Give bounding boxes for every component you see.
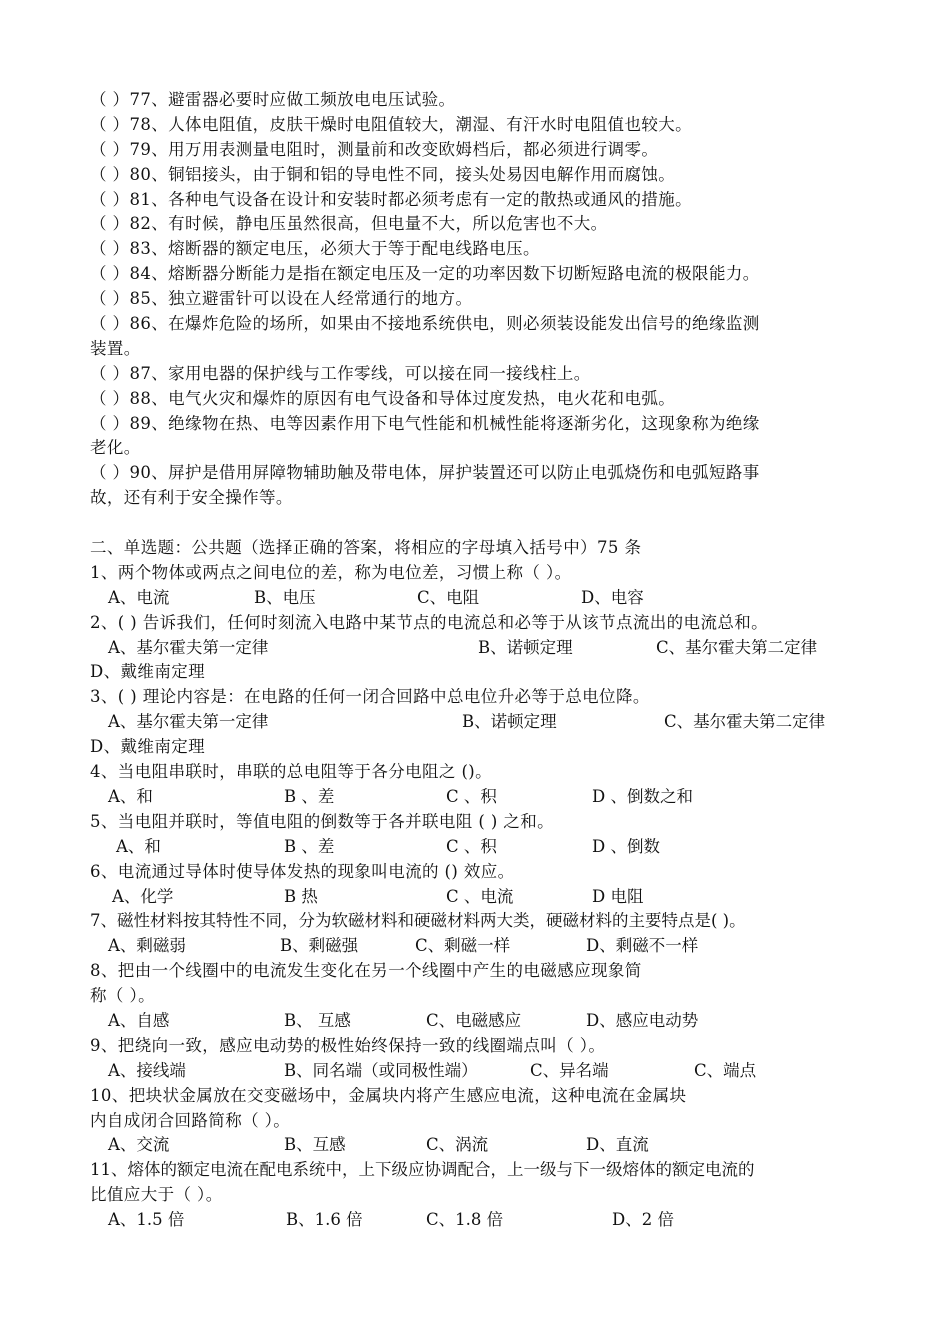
tf-question-85: （ ）85、独立避雷针可以设在人经常通行的地方。	[90, 289, 473, 309]
tf-question-89: （ ）89、绝缘物在热、电等因素作用下电气性能和机械性能将逐渐劣化，这现象称为绝缘	[90, 413, 760, 433]
option-b: B 热	[284, 886, 318, 906]
option-c: C、基尔霍夫第二定律	[664, 712, 826, 732]
option-c: C、电阻	[417, 587, 480, 607]
mc-options-2	[90, 636, 870, 661]
option-a: A、剩磁弱	[108, 936, 186, 956]
option-b: B、 互感	[284, 1010, 351, 1030]
option-d: D、2 倍	[612, 1210, 674, 1230]
mc-options-7	[90, 934, 870, 959]
tf-question-77: （ ）77、避雷器必要时应做工频放电电压试验。	[90, 90, 456, 109]
option-d: D、直流	[586, 1135, 649, 1155]
option-d: D 电阻	[592, 886, 644, 906]
option-d: D、剩磁不一样	[586, 936, 699, 956]
tf-question-82: （ ）82、有时候，静电压虽然很高，但电量不大，所以危害也不大。	[90, 214, 608, 234]
mc-options-9	[90, 1059, 870, 1084]
option-d: D 、倒数之和	[592, 786, 693, 806]
option-c: C 、积	[446, 786, 497, 806]
mc-question-4: 4、当电阻串联时，串联的总电阻等于各分电阻之 ()。	[90, 762, 493, 782]
option-b: B 、差	[284, 786, 335, 806]
mc-options-5	[90, 835, 870, 860]
option-a: A、交流	[108, 1135, 170, 1155]
tf-question-78: （ ）78、人体电阻值，皮肤干燥时电阻值较大，潮湿、有汗水时电阻值也较大。	[90, 114, 693, 134]
tf-question-81: （ ）81、各种电气设备在设计和安装时都必须考虑有一定的散热或通风的措施。	[90, 189, 693, 209]
option-d: D、电容	[581, 587, 644, 607]
mc-question-11: 11、熔体的额定电流在配电系统中，上下级应协调配合，上一级与下一级熔体的额定电流的	[90, 1160, 755, 1180]
option-b: B、互感	[284, 1135, 346, 1155]
option-b: B、同名端（或同极性端）	[284, 1060, 478, 1080]
option-c: C、1.8 倍	[426, 1210, 504, 1230]
tf-question-86: （ ）86、在爆炸危险的场所，如果由不接地系统供电，则必须装设能发出信号的绝缘监测	[90, 314, 760, 334]
mc-question-8: 8、把由一个线圈中的电流发生变化在另一个线圈中产生的电磁感应现象简	[90, 961, 642, 981]
option-a: A、接线端	[108, 1060, 186, 1080]
option-c: C、异名端	[530, 1060, 609, 1080]
tf-question-90-cont: 故，还有利于安全操作等。	[90, 488, 293, 508]
mc-options-1	[90, 586, 870, 611]
option-b: B、诺顿定理	[462, 712, 557, 732]
option-b: B 、差	[284, 836, 335, 856]
mc-question-3: 3、( ) 理论内容是：在电路的任何一闭合回路中总电位升必等于总电位降。	[90, 687, 650, 707]
document-page	[90, 88, 870, 1233]
tf-question-87: （ ）87、家用电器的保护线与工作零线，可以接在同一接线柱上。	[90, 363, 591, 383]
mc-question-10: 10、把块状金属放在交变磁场中，金属块内将产生感应电流，这种电流在金属块	[90, 1085, 687, 1105]
option-b: B、剩磁强	[280, 936, 359, 956]
mc-options-4	[90, 785, 870, 810]
option-a: A、和	[108, 786, 153, 806]
option-b: B、1.6 倍	[286, 1210, 363, 1230]
option-b: B、诺顿定理	[478, 637, 573, 657]
mc-question-10-cont: 内自成闭合回路简称（ ）。	[90, 1110, 291, 1130]
spacer	[90, 511, 870, 536]
mc-options-11	[90, 1208, 870, 1233]
option-d: D 、倒数	[592, 836, 660, 856]
tf-question-88: （ ）88、电气火灾和爆炸的原因有电气设备和导体过度发热，电火花和电弧。	[90, 388, 676, 408]
option-c: C 、积	[446, 836, 497, 856]
option-c: C 、电流	[446, 886, 514, 906]
option-a: A、1.5 倍	[108, 1210, 185, 1230]
option-c: C、基尔霍夫第二定律	[656, 637, 818, 657]
option-a: A、电流	[108, 587, 170, 607]
option-a: A、基尔霍夫第一定律	[108, 637, 269, 657]
option-a: A、化学	[112, 886, 174, 906]
mc-question-1: 1、两个物体或两点之间电位的差，称为电位差，习惯上称（ ）。	[90, 562, 572, 582]
option-a: A、基尔霍夫第一定律	[108, 712, 269, 732]
tf-question-86-cont: 装置。	[90, 338, 141, 358]
mc-options-6	[90, 885, 870, 910]
option-d: C、端点	[694, 1060, 757, 1080]
option-d: D、戴维南定理	[90, 737, 206, 757]
mc-question-6: 6、电流通过导体时使导体发热的现象叫电流的 () 效应。	[90, 861, 515, 881]
option-c: C、剩磁一样	[415, 936, 511, 956]
mc-question-11-cont: 比值应大于（ ）。	[90, 1185, 223, 1205]
option-d: D、感应电动势	[586, 1010, 699, 1030]
mc-question-9: 9、把绕向一致，感应电动势的极性始终保持一致的线圈端点叫（ ）。	[90, 1035, 606, 1055]
mc-options-3	[90, 710, 870, 735]
tf-question-89-cont: 老化。	[90, 438, 141, 458]
tf-question-79: （ ）79、用万用表测量电阻时，测量前和改变欧姆档后，都必须进行调零。	[90, 139, 659, 159]
tf-question-84: （ ）84、熔断器分断能力是指在额定电压及一定的功率因数下切断短路电流的极限能力。	[90, 264, 760, 284]
option-c: C、涡流	[426, 1135, 489, 1155]
mc-question-2: 2、( ) 告诉我们，任何时刻流入电路中某节点的电流总和必等于从该节点流出的电流总和。	[90, 612, 769, 632]
mc-question-7: 7、磁性材料按其特性不同，分为软磁材料和硬磁材料两大类，硬磁材料的主要特点是( )。	[90, 911, 746, 931]
tf-question-80: （ ）80、铜铝接头，由于铜和铝的导电性不同，接头处易因电解作用而腐蚀。	[90, 164, 676, 184]
mc-question-8-cont: 称（ ）。	[90, 986, 155, 1006]
section-heading: 二、单选题：公共题（选择正确的答案，将相应的字母填入括号中）75 条	[90, 538, 642, 558]
mc-options-10	[90, 1133, 870, 1158]
option-c: C、电磁感应	[426, 1010, 522, 1030]
tf-question-83: （ ）83、熔断器的额定电压，必须大于等于配电线路电压。	[90, 239, 540, 259]
option-a: A、自感	[108, 1010, 170, 1030]
mc-options-8	[90, 1009, 870, 1034]
option-b: B、电压	[254, 587, 316, 607]
option-d: D、戴维南定理	[90, 662, 206, 682]
mc-question-5: 5、当电阻并联时，等值电阻的倒数等于各并联电阻 ( ) 之和。	[90, 811, 555, 831]
tf-question-90: （ ）90、屏护是借用屏障物辅助触及带电体，屏护装置还可以防止电弧烧伤和电弧短路事	[90, 463, 760, 483]
option-a: A、和	[116, 836, 161, 856]
